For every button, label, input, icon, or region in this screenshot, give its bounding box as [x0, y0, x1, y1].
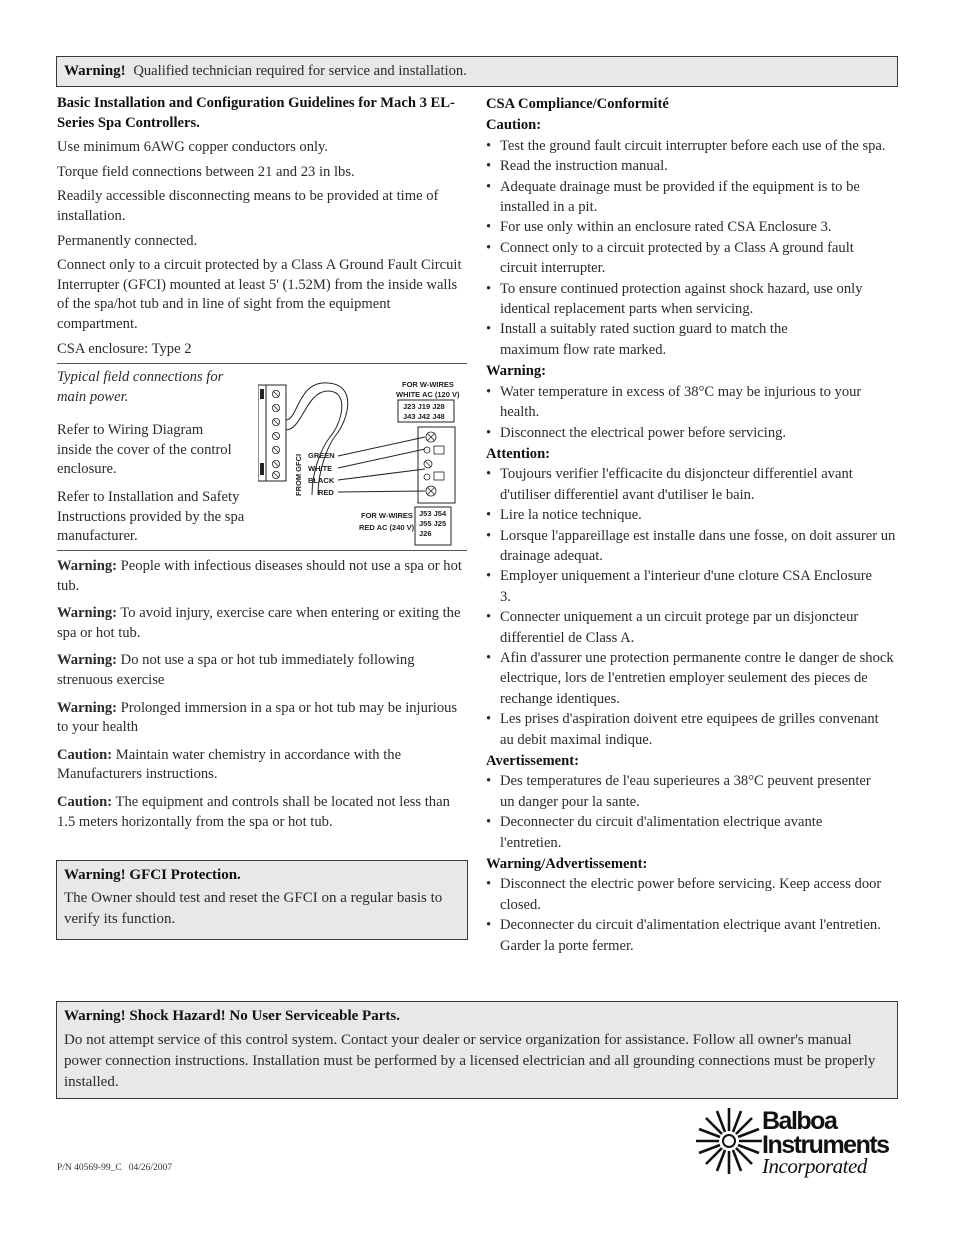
- warning-label: Warning:: [57, 699, 118, 716]
- part-number: P/N 40569-99_C 04/26/2007: [57, 1163, 173, 1173]
- list-item: • Afin d'assurer une protection permanente contre le danger de shock electrique, lors de l'entretien employer seulement des pieces de rechange identiques.: [486, 648, 896, 709]
- caution-label: Caution:: [57, 746, 113, 763]
- warning-label: Warning:: [57, 605, 118, 622]
- caution-item: [57, 793, 467, 832]
- warning-text: Do not use a spa or hot tub immediately following strenuous exercise: [57, 652, 415, 688]
- caution-text: Maintain water chemistry in accordance with the Manufacturers instructions.: [57, 746, 402, 783]
- guideline-paragraph: Permanently connected.: [57, 232, 198, 249]
- csa-warning-advertissement-list: [486, 874, 896, 956]
- guideline-paragraph: CSA enclosure: Type 2: [57, 340, 192, 357]
- warning-label: Warning:: [57, 558, 118, 574]
- list-item: • Read the instruction manual.: [486, 156, 896, 176]
- company-logo: [694, 1106, 900, 1178]
- caution-label: Caution:: [57, 793, 113, 810]
- diagram-caption: Typical field connections for main power.: [57, 369, 224, 405]
- list-item: • Toujours verifier l'efficacite du disjoncteur differentiel avant d'utiliser differentiel avant d'utiliser le bain.: [486, 464, 896, 505]
- bottom-jumper-list: J55 J25: [419, 519, 447, 528]
- guideline-paragraph: Connect only to a circuit protected by a Class A Ground Fault Circuit Interrupter (GFCI) mounted at least 5' (1.52M) from the inside walls of the spa/hot tub and in line of sight from the equipment compartment.: [57, 257, 462, 332]
- logo-line-1: Balboa: [762, 1107, 837, 1135]
- left-warnings: [57, 557, 467, 840]
- caution-item: [57, 746, 467, 785]
- bottom-wire-note: RED AC (240 V): [359, 523, 415, 532]
- list-item: • Des temperatures de l'eau superieures a 38°C peuvent presenter un danger pour la sante.: [486, 771, 875, 812]
- wiring-diagram: [258, 375, 470, 550]
- warning-item: [57, 557, 467, 596]
- warning-item: [57, 604, 467, 643]
- section-divider-bottom: [57, 550, 467, 551]
- top-warning-box: [56, 56, 898, 87]
- warning-label: Warning:: [57, 652, 118, 669]
- list-item: • Install a suitably rated suction guard to match the maximum flow rate marked.: [486, 319, 845, 360]
- guideline-paragraph: Use minimum 6AWG copper conductors only.: [57, 139, 329, 156]
- list-item: • Deconnecter du circuit d'alimentation electrique avante l'entretien.: [486, 812, 840, 853]
- top-warning-label: Warning!: [64, 63, 126, 79]
- list-item: • Employer uniquement a l'interieur d'une cloture CSA Enclosure 3.: [486, 566, 875, 607]
- top-warning-text: Qualified technician required for service and installation.: [133, 63, 467, 79]
- installation-guidelines: [57, 94, 467, 364]
- list-item: • Lorsque l'appareillage est installe dans une fosse, on doit assurer un drainage adequat.: [486, 526, 896, 567]
- csa-warning-list: [486, 382, 896, 443]
- list-item: • Les prises d'aspiration doivent etre equipees de grilles convenant au debit maximal indique.: [486, 709, 885, 750]
- diagram-note: Refer to Installation and Safety Instructions provided by the spa manufacturer.: [57, 488, 245, 545]
- csa-heading: CSA Compliance/Conformité: [486, 96, 669, 112]
- section-divider-top: [57, 363, 467, 364]
- warning-item: [57, 699, 467, 738]
- csa-section-title: Warning:: [486, 363, 547, 380]
- csa-compliance: [486, 94, 896, 956]
- warning-text: People with infectious diseases should not use a spa or hot tub.: [57, 558, 462, 594]
- shock-hazard-title: Warning! Shock Hazard! No User Serviceable Parts.: [64, 1008, 400, 1024]
- shock-hazard-text: Do not attempt service of this control system. Contact your dealer or service organization for assistance. Follow all owner's manual power connection instructions. Installation must be performed by a licensed electrician and all grounding connections must be properly installed.: [64, 1031, 876, 1090]
- list-item: • Deconnecter du circuit d'alimentation electrique avant l'entretien. Garder la porte fermer.: [486, 915, 885, 956]
- diagram-caption-block: [57, 368, 247, 552]
- list-item: • Lire la notice technique.: [486, 505, 896, 525]
- top-jumper-list: J23 J19 J28: [403, 402, 445, 411]
- guidelines-heading: Basic Installation and Configuration Guidelines for Mach 3 EL-Series Spa Controllers.: [57, 95, 455, 131]
- guideline-paragraph: Readily accessible disconnecting means to be provided at time of installation.: [57, 188, 439, 224]
- from-gfci-label: FROM GFCI: [294, 453, 303, 496]
- diagram-note: Refer to Wiring Diagram inside the cover of the control enclosure.: [57, 422, 232, 478]
- sunburst-logo-icon: [694, 1106, 764, 1176]
- list-item: • Water temperature in excess of 38°C may be injurious to your health.: [486, 382, 895, 423]
- csa-section-title: Attention:: [486, 445, 551, 462]
- warning-text: To avoid injury, exercise care when entering or exiting the spa or hot tub.: [57, 605, 461, 641]
- list-item: • To ensure continued protection against shock hazard, use only identical replacement parts when servicing.: [486, 279, 896, 320]
- bottom-jumper-list: J26: [419, 529, 432, 538]
- caution-text: The equipment and controls shall be located not less than 1.5 meters horizontally from the spa or hot tub.: [57, 793, 450, 830]
- csa-section-title: Warning/Advertissement:: [486, 856, 648, 873]
- list-item: • For use only within an enclosure rated CSA Enclosure 3.: [486, 217, 896, 237]
- shock-hazard-box: [56, 1001, 898, 1099]
- logo-line-2: Instruments: [762, 1131, 889, 1159]
- top-wire-note: WHITE AC (120 V): [396, 390, 460, 399]
- bottom-jumper-list: J53 J54: [419, 509, 447, 518]
- gfci-title: Warning! GFCI Protection.: [64, 867, 241, 883]
- list-item: • Disconnect the electrical power before servicing.: [486, 423, 896, 443]
- warning-text: Prolonged immersion in a spa or hot tub may be injurious to your health: [57, 699, 458, 736]
- csa-section-title: Caution:: [486, 117, 542, 134]
- csa-caution-list: [486, 136, 896, 360]
- list-item: • Connect only to a circuit protected by a Class A ground fault circuit interrupter.: [486, 238, 875, 279]
- top-jumper-list: J43 J42 J48: [403, 412, 445, 421]
- gfci-text: The Owner should test and reset the GFCI on a regular basis to verify its function.: [64, 889, 443, 927]
- warning-item: [57, 651, 467, 690]
- list-item: • Disconnect the electric power before servicing. Keep access door closed.: [486, 874, 896, 915]
- wire-label-black: BLACK: [308, 476, 335, 485]
- guideline-paragraph: Torque field connections between 21 and 23 in lbs.: [57, 163, 355, 180]
- csa-avertissement-list: [486, 771, 896, 853]
- csa-attention-list: [486, 464, 896, 750]
- logo-line-3: Incorporated: [762, 1154, 867, 1178]
- wire-label-red: RED: [318, 488, 334, 497]
- list-item: • Test the ground fault circuit interrupter before each use of the spa.: [486, 136, 896, 156]
- top-wire-note: FOR W-WIRES: [402, 380, 454, 389]
- list-item: • Adequate drainage must be provided if the equipment is to be installed in a pit.: [486, 177, 896, 218]
- gfci-warning-box: [56, 860, 468, 940]
- wire-label-white: WHITE: [308, 464, 333, 473]
- bottom-wire-note: FOR W-WIRES: [361, 511, 413, 520]
- csa-section-title: Avertissement:: [486, 753, 579, 769]
- wire-label-green: GREEN: [308, 451, 335, 460]
- list-item: • Connecter uniquement a un circuit protege par un disjoncteur differentiel de Class A.: [486, 607, 860, 648]
